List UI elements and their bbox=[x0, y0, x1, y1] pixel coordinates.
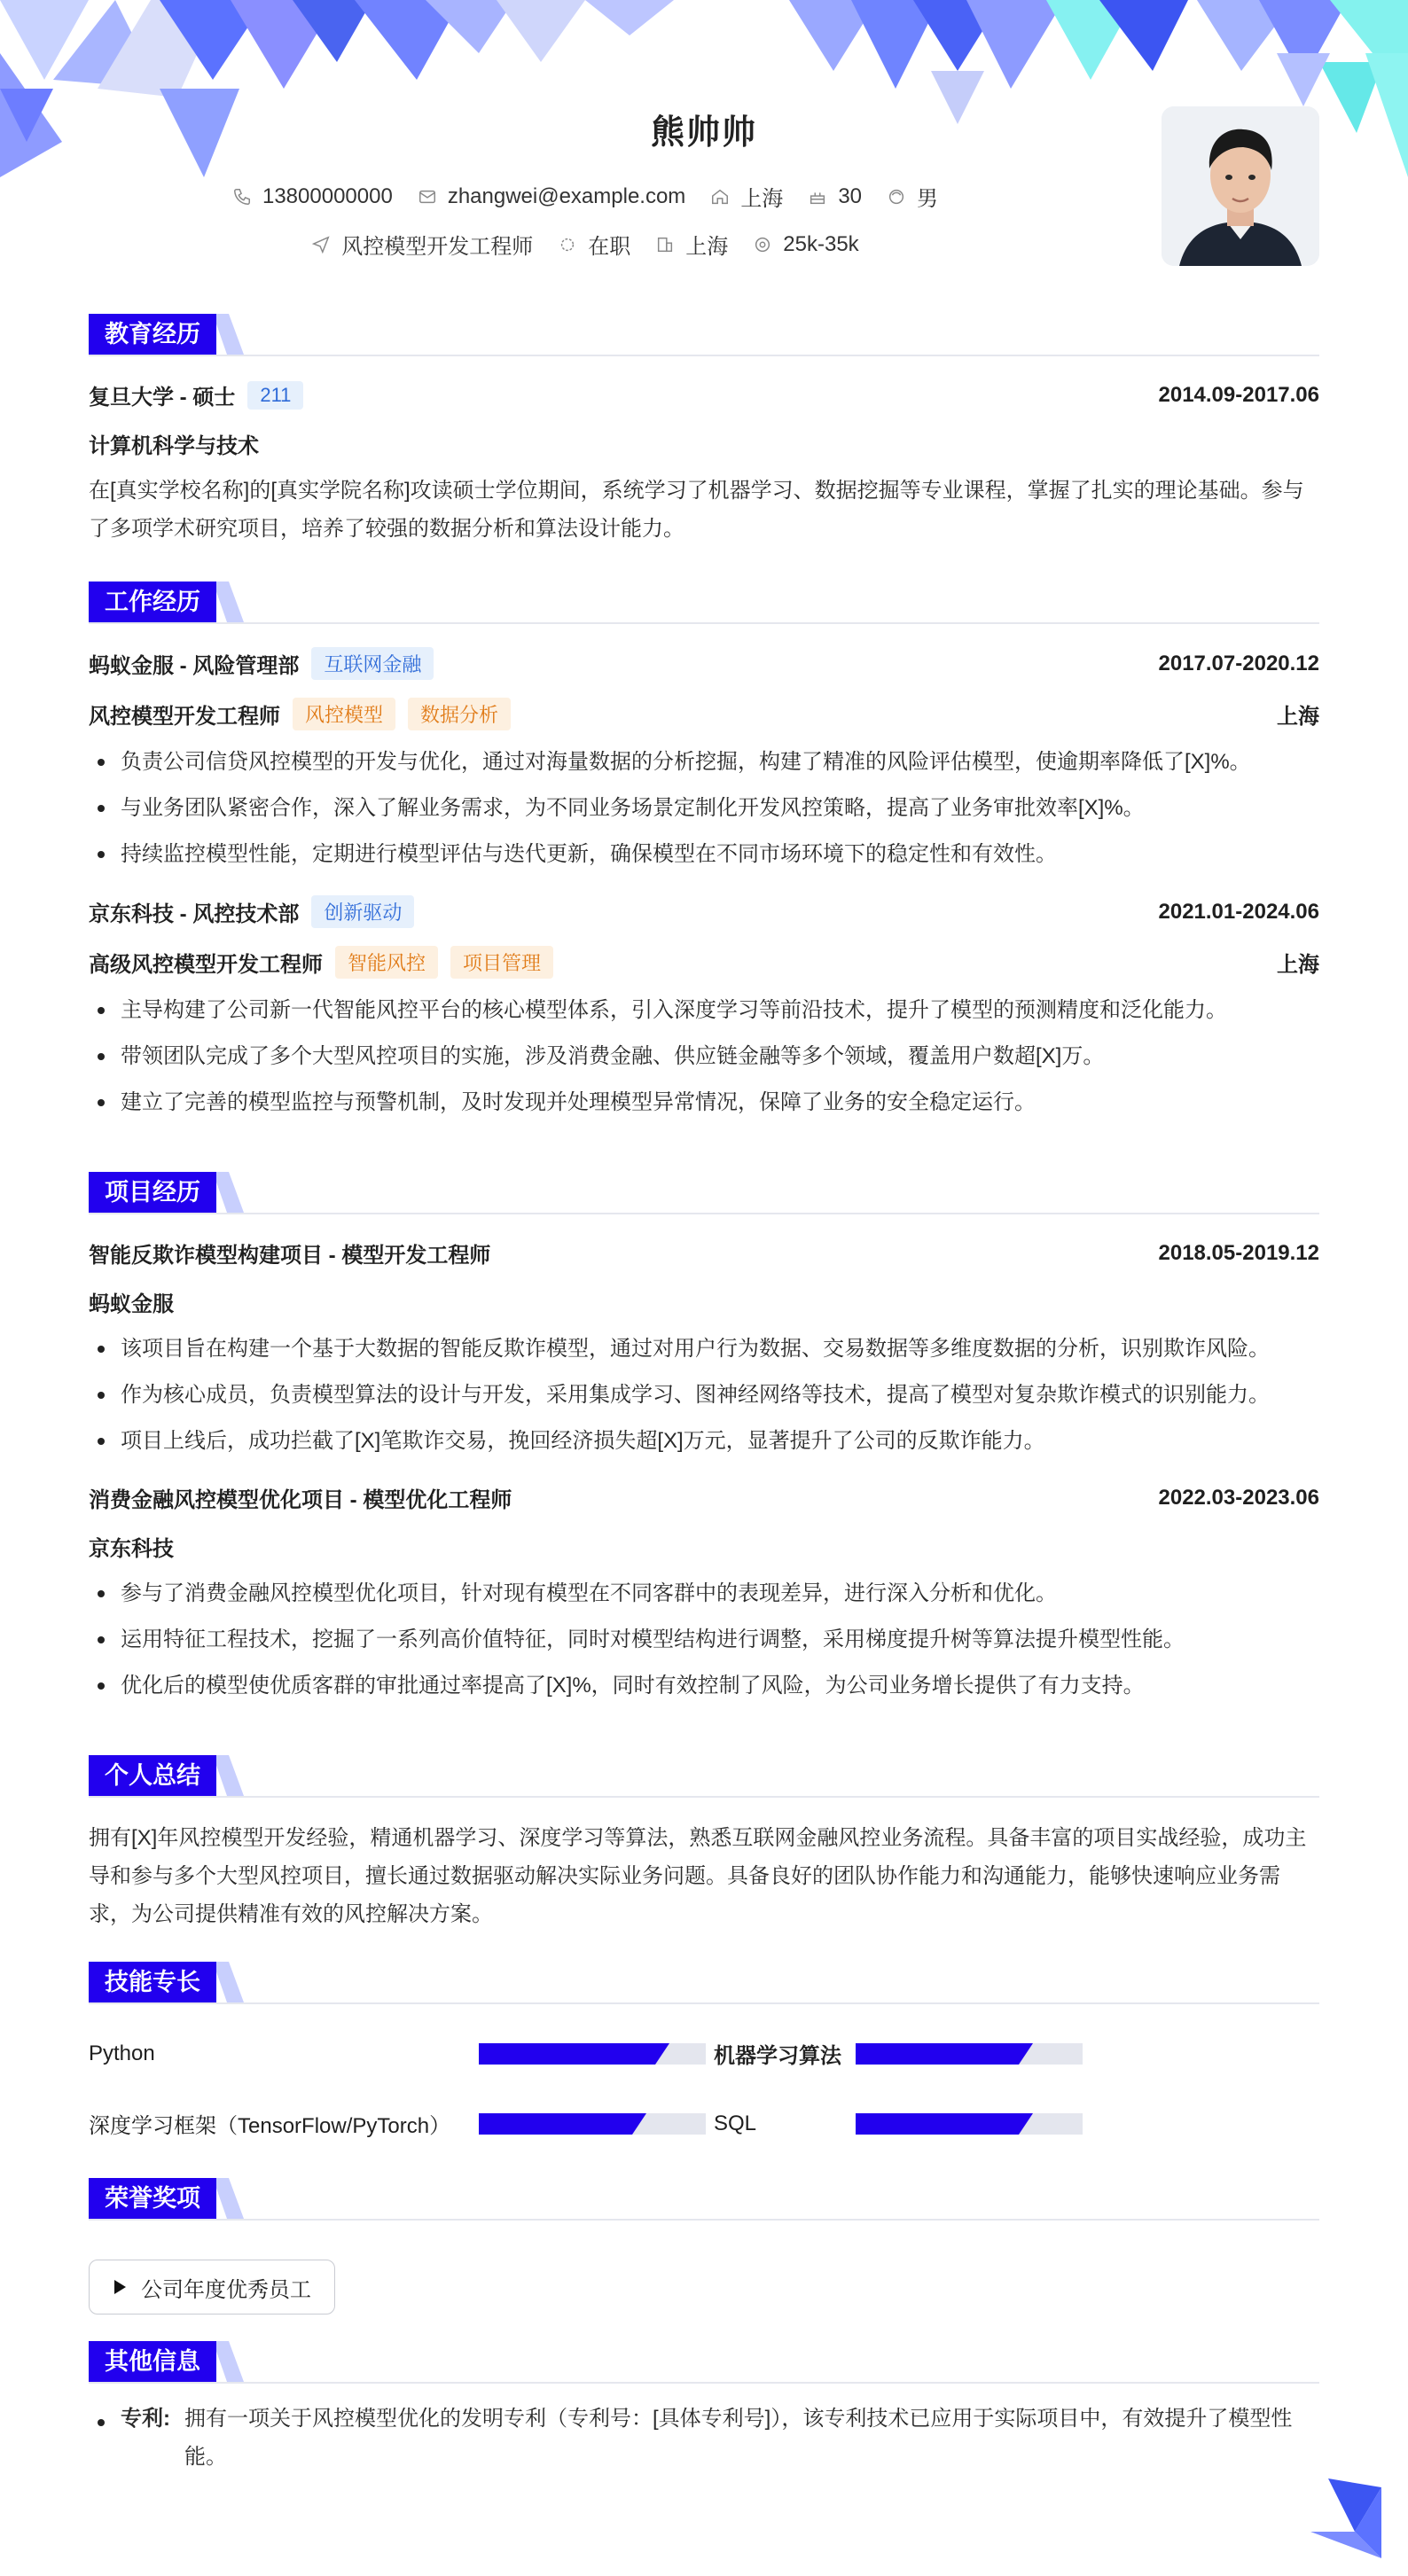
company-name: 蚂蚁金服 - 风险管理部 bbox=[89, 654, 300, 678]
section-divider bbox=[89, 355, 1319, 356]
section-divider bbox=[89, 1213, 1319, 1214]
education-date: 2014.09-2017.06 bbox=[1158, 382, 1319, 407]
job-entry bbox=[89, 895, 1319, 1126]
industry-badge: 互联网金融 bbox=[311, 647, 434, 680]
job-location: 上海 bbox=[1277, 705, 1319, 729]
job-role: 高级风控模型开发工程师 bbox=[89, 953, 323, 977]
list-item: 主导构建了公司新一代智能风控平台的核心模型体系，引入深度学习等前沿技术，提升了模型的预测精度和泛化能力。 bbox=[89, 987, 1319, 1034]
city-item bbox=[710, 181, 783, 212]
list-item: 优化后的模型使优质客群的审批通过率提高了[X]%，同时有效控制了风险，为公司业务增长提供了有力支持。 bbox=[89, 1663, 1319, 1709]
company-name: 京东科技 - 风控技术部 bbox=[89, 902, 300, 926]
list-item: 负责公司信贷风控模型的开发与优化，通过对海量数据的分析挖掘，构建了精准的风险评估模型，使逾期率降低了[X]%。 bbox=[89, 739, 1319, 785]
list-item bbox=[89, 2400, 1319, 2476]
status-icon bbox=[558, 235, 577, 254]
job-entry bbox=[89, 647, 1319, 878]
section-divider bbox=[89, 2219, 1319, 2221]
other-section bbox=[89, 2341, 1319, 2476]
mail-icon bbox=[418, 187, 437, 207]
resume-body bbox=[89, 314, 1319, 2476]
skill-bar bbox=[856, 2113, 1083, 2135]
section-title: 项目经历 bbox=[89, 1172, 216, 1213]
gender-text: 男 bbox=[917, 187, 939, 211]
skill-name: SQL bbox=[714, 2111, 757, 2135]
job-header bbox=[89, 895, 1319, 928]
phone-icon bbox=[232, 187, 252, 207]
awards-section bbox=[89, 2178, 1319, 2314]
list-item: 建立了完善的模型监控与预警机制，及时发现并处理模型异常情况，保障了业务的安全稳定运行。 bbox=[89, 1080, 1319, 1126]
project-org-text: 京东科技 bbox=[89, 1537, 174, 1561]
project-date: 2022.03-2023.06 bbox=[1158, 1485, 1319, 1510]
summary-text: 拥有[X]年风控模型开发经验，精通机器学习、深度学习等算法，熟悉互联网金融风控业务流程。具备丰富的项目实战经验，成功主导和参与多个大型风控项目，擅长通过数据驱动解决实际业务问题。具备良好的团队协作能力和沟通能力，能够快速响应业务需求，为公司提供精准有效的风控解决方案。 bbox=[89, 1826, 1307, 1926]
salary-item bbox=[753, 232, 858, 257]
skill-tag: 数据分析 bbox=[408, 698, 511, 730]
skill-bar bbox=[856, 2043, 1083, 2065]
industry-badge: 创新驱动 bbox=[311, 895, 414, 928]
work-section bbox=[89, 582, 1319, 1126]
project-header bbox=[89, 1237, 1319, 1268]
list-item: 作为核心成员，负责模型算法的设计与开发，采用集成学习、图神经网络等技术，提高了模型对复杂欺诈模式的识别能力。 bbox=[89, 1372, 1319, 1418]
section-title: 技能专长 bbox=[89, 1962, 216, 2002]
project-bullets bbox=[89, 1326, 1319, 1464]
position-item bbox=[311, 229, 533, 260]
list-item: 运用特征工程技术，挖掘了一系列高价值特征，同时对模型结构进行调整，采用梯度提升树等算法提升模型性能。 bbox=[89, 1617, 1319, 1663]
project-entry bbox=[89, 1237, 1319, 1464]
corner-decoration bbox=[1310, 2478, 1381, 2558]
projects-section bbox=[89, 1172, 1319, 1709]
skill-name: 深度学习框架（TensorFlow/PyTorch） bbox=[89, 2114, 451, 2138]
section-title: 工作经历 bbox=[89, 582, 216, 622]
skill-bar bbox=[479, 2113, 706, 2135]
section-header bbox=[89, 1172, 1319, 1213]
project-org-text: 蚂蚁金服 bbox=[89, 1292, 174, 1316]
list-item: 参与了消费金融风控模型优化项目，针对现有模型在不同客群中的表现差异，进行深入分析和优化。 bbox=[89, 1571, 1319, 1617]
job-location: 上海 bbox=[1277, 953, 1319, 977]
user-icon bbox=[887, 187, 906, 207]
project-org bbox=[89, 1286, 1319, 1317]
building-icon bbox=[655, 235, 675, 254]
project-name: 智能反欺诈模型构建项目 - 模型开发工程师 bbox=[89, 1244, 491, 1268]
section-divider bbox=[89, 1796, 1319, 1798]
section-header bbox=[89, 314, 1319, 355]
education-description: 在[真实学校名称]的[真实学院名称]攻读硕士学位期间，系统学习了机器学习、数据挖掘等专业课程，掌握了扎实的理论基础。参与了多项学术研究项目，培养了较强的数据分析和算法设计能力。 bbox=[89, 479, 1304, 541]
job-date: 2017.07-2020.12 bbox=[1158, 651, 1319, 675]
job-role-row bbox=[89, 946, 1319, 979]
project-date: 2018.05-2019.12 bbox=[1158, 1240, 1319, 1265]
profile-photo bbox=[1162, 106, 1319, 266]
other-label: 专利: bbox=[121, 2407, 170, 2431]
skill-tag: 项目管理 bbox=[450, 946, 553, 979]
section-header bbox=[89, 1755, 1319, 1796]
skill-bar bbox=[479, 2043, 706, 2065]
other-list bbox=[89, 2400, 1319, 2476]
section-divider bbox=[89, 2002, 1319, 2004]
list-item: 与业务团队紧密合作，深入了解业务需求，为不同业务场景定制化开发风控策略，提高了业务审批效率[X]%。 bbox=[89, 785, 1319, 831]
list-item: 持续监控模型性能，定期进行模型评估与迭代更新，确保模型在不同市场环境下的稳定性和有效性。 bbox=[89, 831, 1319, 878]
age-item bbox=[808, 184, 862, 209]
send-icon bbox=[311, 235, 331, 254]
section-header bbox=[89, 2178, 1319, 2219]
job-date: 2021.01-2024.06 bbox=[1158, 899, 1319, 924]
education-section bbox=[89, 314, 1319, 548]
project-entry bbox=[89, 1482, 1319, 1709]
section-title: 教育经历 bbox=[89, 314, 216, 355]
education-entry-header bbox=[89, 379, 1319, 410]
position-text: 风控模型开发工程师 bbox=[341, 235, 534, 259]
section-header bbox=[89, 2341, 1319, 2382]
gender-item bbox=[887, 181, 938, 212]
skill-tag: 风控模型 bbox=[293, 698, 395, 730]
section-title: 荣誉奖项 bbox=[89, 2178, 216, 2219]
section-divider bbox=[89, 2382, 1319, 2384]
list-item: 项目上线后，成功拦截了[X]笔欺诈交易，挽回经济损失超[X]万元，显著提升了公司的反欺诈能力。 bbox=[89, 1418, 1319, 1464]
job-role-row bbox=[89, 698, 1319, 730]
project-bullets bbox=[89, 1571, 1319, 1709]
job-intent-row bbox=[0, 229, 1170, 260]
list-item: 带领团队完成了多个大型风控项目的实施，涉及消费金融、供应链金融等多个领域，覆盖用户数超[X]万。 bbox=[89, 1034, 1319, 1080]
skill-tag: 智能风控 bbox=[335, 946, 438, 979]
project-header bbox=[89, 1482, 1319, 1513]
skills-grid bbox=[89, 2038, 1319, 2139]
target-city-text: 上海 bbox=[685, 235, 729, 259]
play-icon bbox=[113, 2279, 127, 2295]
target-city-item bbox=[655, 229, 728, 260]
section-header bbox=[89, 582, 1319, 622]
email-text: zhangwei@example.com bbox=[447, 183, 686, 208]
candidate-name: 熊帅帅 bbox=[650, 114, 757, 152]
other-text: 拥有一项关于风控模型优化的发明专利（专利号：[具体专利号]），该专利技术已应用于实际项目中，有效提升了模型性能。 bbox=[184, 2407, 1293, 2469]
city-text: 上海 bbox=[740, 187, 784, 211]
skills-section bbox=[89, 1962, 1319, 2139]
award-text: 公司年度优秀员工 bbox=[141, 2277, 311, 2302]
avatar-illustration bbox=[1162, 106, 1319, 266]
cake-icon bbox=[808, 187, 827, 207]
status-item bbox=[558, 229, 630, 260]
job-header bbox=[89, 647, 1319, 680]
project-org bbox=[89, 1531, 1319, 1562]
skill-name: 机器学习算法 bbox=[714, 2044, 841, 2068]
section-title: 个人总结 bbox=[89, 1755, 216, 1796]
status-text: 在职 bbox=[588, 235, 631, 259]
coin-icon bbox=[753, 235, 772, 254]
age-text: 30 bbox=[838, 183, 863, 208]
school-badge: 211 bbox=[247, 381, 303, 410]
contact-row bbox=[0, 181, 1170, 212]
major-text: 计算机科学与技术 bbox=[89, 434, 259, 458]
phone-item bbox=[232, 184, 393, 209]
salary-text: 25k-35k bbox=[783, 231, 859, 256]
section-title: 其他信息 bbox=[89, 2341, 216, 2382]
award-item bbox=[89, 2260, 335, 2314]
email-item bbox=[418, 184, 686, 209]
list-item: 该项目旨在构建一个基于大数据的智能反欺诈模型，通过对用户行为数据、交易数据等多维度数据的分析，识别欺诈风险。 bbox=[89, 1326, 1319, 1372]
home-icon bbox=[710, 187, 730, 207]
skill-name: Python bbox=[89, 2041, 155, 2065]
section-divider bbox=[89, 622, 1319, 624]
section-header bbox=[89, 1962, 1319, 2002]
summary-section bbox=[89, 1755, 1319, 1933]
project-name: 消费金融风控模型优化项目 - 模型优化工程师 bbox=[89, 1488, 512, 1512]
phone-text: 13800000000 bbox=[262, 183, 393, 208]
school-name: 复旦大学 - 硕士 bbox=[89, 386, 236, 410]
job-role: 风控模型开发工程师 bbox=[89, 705, 280, 729]
job-bullets bbox=[89, 987, 1319, 1126]
job-bullets bbox=[89, 739, 1319, 878]
major bbox=[89, 428, 1319, 459]
